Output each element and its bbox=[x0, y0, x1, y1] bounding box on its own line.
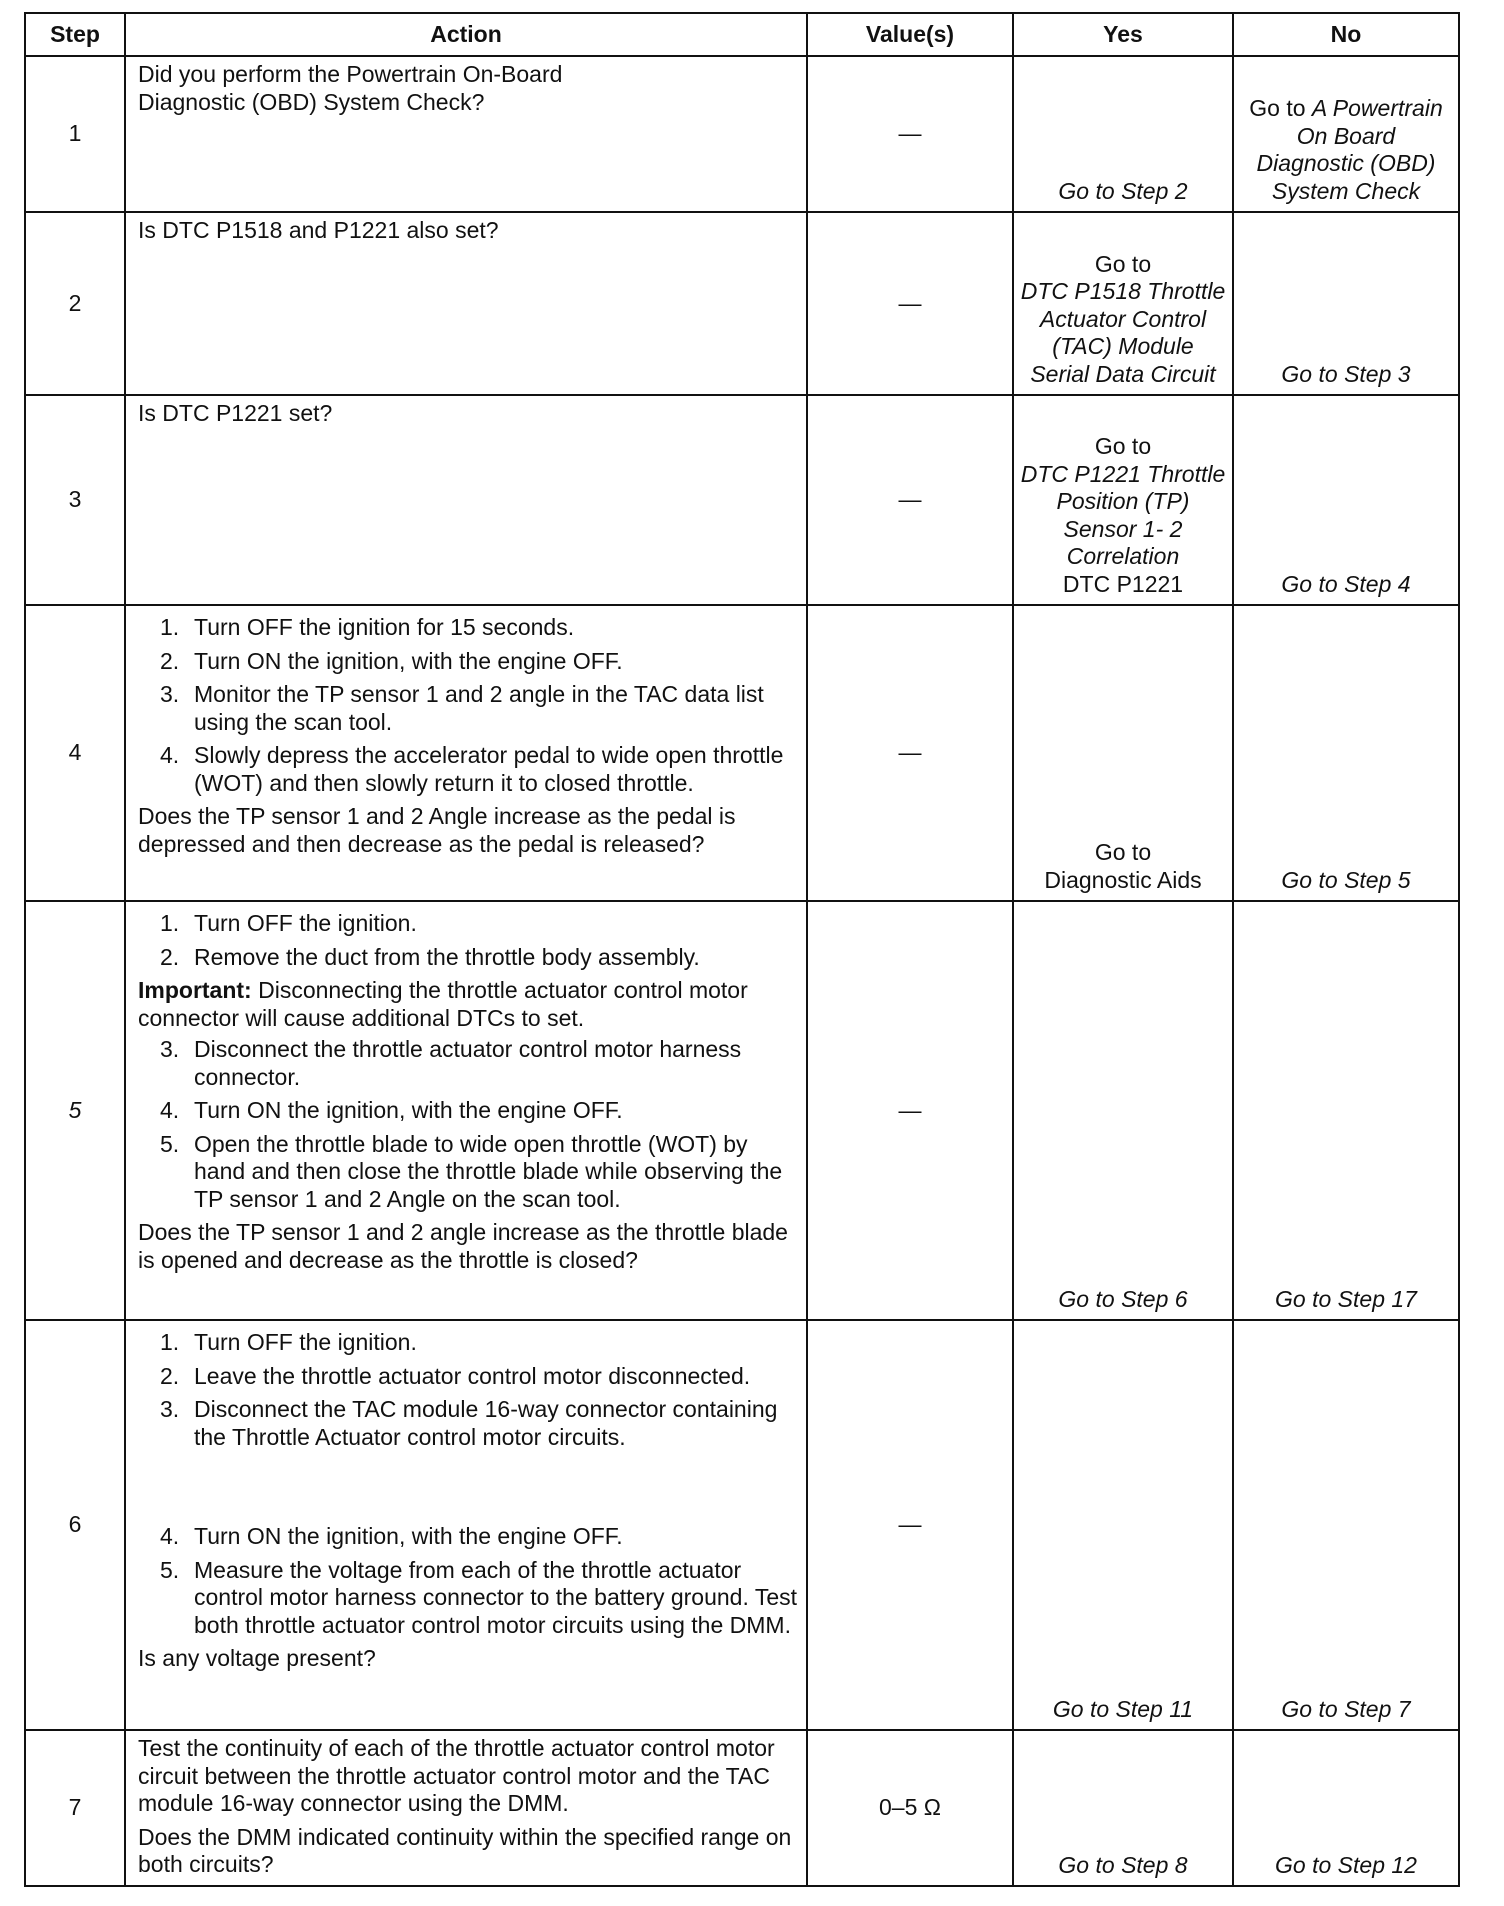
header-action: Action bbox=[125, 13, 807, 56]
question-text: Does the DMM indicated continuity within the specified range on both circuits? bbox=[138, 1823, 792, 1877]
procedure-step-text: Measure the voltage from each of the throttle actuator control motor harness connector to the battery ground. Test both throttle actuator control motor circuits using the DMM. bbox=[194, 1556, 798, 1638]
header-no: No bbox=[1233, 13, 1459, 56]
procedure-step-text: Monitor the TP sensor 1 and 2 angle in the TAC data list using the scan tool. bbox=[194, 681, 764, 735]
procedure-step-text: Remove the duct from the throttle body assembly. bbox=[194, 943, 700, 970]
yes-reference: Diagnostic Aids bbox=[1044, 866, 1202, 893]
procedure-step-text: Disconnect the throttle actuator control motor harness connector. bbox=[194, 1036, 742, 1090]
table-row bbox=[25, 56, 1459, 212]
procedure-step-text: Turn ON the ignition, with the engine OFF. bbox=[194, 1523, 623, 1549]
procedure-step-text: Leave the throttle actuator control motor disconnected. bbox=[194, 1362, 751, 1389]
procedure-step-text: Turn OFF the ignition. bbox=[194, 1329, 417, 1355]
question-line: Did you perform the Powertrain On-Board bbox=[138, 61, 563, 87]
value-cell: — bbox=[807, 56, 1013, 212]
procedure-step: 4. Slowly depress the accelerator pedal to wide open throttle (WOT) and then slowly return it to closed throttle. bbox=[160, 742, 784, 796]
yes-prefix: Go to bbox=[1094, 250, 1152, 277]
procedure-step: 4. Turn ON the ignition, with the engine OFF. bbox=[160, 1097, 623, 1123]
question-text: Is any voltage present? bbox=[138, 1645, 376, 1671]
value-cell: — bbox=[807, 901, 1013, 1320]
no-cell: Go to Step 12 bbox=[1233, 1730, 1459, 1886]
procedure-step: 2. Leave the throttle actuator control motor disconnected. bbox=[160, 1362, 751, 1389]
action-cell bbox=[125, 395, 807, 605]
action-cell bbox=[125, 212, 807, 395]
important-note bbox=[138, 977, 798, 1032]
question-line: Is DTC P1221 set? bbox=[138, 400, 333, 426]
yes-prefix: Go to bbox=[1094, 433, 1152, 459]
action-cell bbox=[125, 605, 807, 901]
yes-prefix: Go to bbox=[1094, 839, 1152, 865]
step-number: 6 bbox=[25, 1320, 125, 1730]
no-prefix: Go to bbox=[1249, 95, 1306, 121]
step-number: 7 bbox=[25, 1730, 125, 1886]
table-row bbox=[25, 395, 1459, 605]
yes-reference: DTC P1518 Throttle Actuator Control (TAC) Module Serial Data Circuit bbox=[1020, 278, 1226, 387]
procedure-step: 5. Measure the voltage from each of the throttle actuator control motor harness connector to the battery ground. Test both throttle actuator control motor circuits using the DMM. bbox=[160, 1556, 798, 1638]
header-step: Step bbox=[25, 13, 125, 56]
question-text: Does the TP sensor 1 and 2 angle increase as the throttle blade is opened and decrease as the throttle is closed? bbox=[138, 1219, 788, 1273]
procedure-step: 2. Remove the duct from the throttle body assembly. bbox=[160, 943, 700, 970]
procedure-step-text: Turn ON the ignition, with the engine OFF. bbox=[194, 1097, 623, 1123]
step-number: 4 bbox=[25, 605, 125, 901]
action-cell bbox=[125, 901, 807, 1320]
procedure-step-text: Disconnect the TAC module 16-way connector containing the Throttle Actuator control motor circuits. bbox=[194, 1396, 778, 1450]
yes-cell: Go to Step 11 bbox=[1013, 1320, 1233, 1730]
procedure-list bbox=[138, 1036, 798, 1213]
value-cell: 0–5 Ω bbox=[807, 1730, 1013, 1886]
instruction-text: Test the continuity of each of the throttle actuator control motor circuit between the throttle actuator control motor and the TAC module 16-way connector using the DMM. bbox=[138, 1735, 775, 1816]
value-cell: — bbox=[807, 1320, 1013, 1730]
no-cell bbox=[1233, 56, 1459, 212]
important-text: Disconnecting the throttle actuator control motor connector will cause additional DTCs to set. bbox=[138, 977, 748, 1031]
procedure-step: 1. Turn OFF the ignition. bbox=[160, 1329, 417, 1355]
procedure-step: 2. Turn ON the ignition, with the engine OFF. bbox=[160, 647, 623, 674]
yes-cell: Go to Step 8 bbox=[1013, 1730, 1233, 1886]
no-cell: Go to Step 17 bbox=[1233, 901, 1459, 1320]
question-text: Does the TP sensor 1 and 2 Angle increase as the pedal is depressed and then decrease as the pedal is released? bbox=[138, 803, 736, 857]
question-line: Diagnostic (OBD) System Check? bbox=[138, 88, 485, 115]
step-number: 1 bbox=[25, 56, 125, 212]
procedure-step: 5. Open the throttle blade to wide open throttle (WOT) by hand and then close the throttle blade while observing the TP sensor 1 and 2 Angle on the scan tool. bbox=[160, 1130, 783, 1212]
table-row bbox=[25, 901, 1459, 1320]
step-number: 2 bbox=[25, 212, 125, 395]
action-cell bbox=[125, 1320, 807, 1730]
header-row bbox=[25, 13, 1459, 56]
no-cell: Go to Step 3 bbox=[1233, 212, 1459, 395]
procedure-step-text: Turn OFF the ignition for 15 seconds. bbox=[194, 614, 575, 640]
yes-cell: Go to Step 2 bbox=[1013, 56, 1233, 212]
yes-cell bbox=[1013, 605, 1233, 901]
no-cell: Go to Step 7 bbox=[1233, 1320, 1459, 1730]
value-cell: — bbox=[807, 395, 1013, 605]
no-reference: A Powertrain On Board Diagnostic (OBD) System Check bbox=[1256, 95, 1443, 204]
diagnostic-table bbox=[24, 12, 1460, 1887]
blank-space bbox=[138, 1457, 798, 1519]
important-label: Important: bbox=[138, 977, 252, 1003]
header-yes: Yes bbox=[1013, 13, 1233, 56]
procedure-list bbox=[138, 614, 798, 797]
action-cell bbox=[125, 56, 807, 212]
procedure-list bbox=[138, 1523, 798, 1639]
value-cell: — bbox=[807, 605, 1013, 901]
header-values: Value(s) bbox=[807, 13, 1013, 56]
action-cell bbox=[125, 1730, 807, 1886]
yes-cell: Go to Step 6 bbox=[1013, 901, 1233, 1320]
yes-reference: DTC P1221 Throttle Position (TP) Sensor 1- 2 Correlation bbox=[1020, 460, 1226, 569]
procedure-step-text: Open the throttle blade to wide open throttle (WOT) by hand and then close the throttle blade while observing the TP sensor 1 and 2 Angle on the scan tool. bbox=[194, 1130, 783, 1212]
table-row bbox=[25, 1730, 1459, 1886]
no-cell: Go to Step 5 bbox=[1233, 605, 1459, 901]
procedure-step: 3. Disconnect the TAC module 16-way connector containing the Throttle Actuator control motor circuits. bbox=[160, 1396, 778, 1450]
procedure-step: 3. Disconnect the throttle actuator control motor harness connector. bbox=[160, 1036, 742, 1090]
no-cell: Go to Step 4 bbox=[1233, 395, 1459, 605]
question-line: Is DTC P1518 and P1221 also set? bbox=[138, 217, 499, 243]
value-cell: — bbox=[807, 212, 1013, 395]
procedure-step: 3. Monitor the TP sensor 1 and 2 angle in the TAC data list using the scan tool. bbox=[160, 681, 764, 735]
procedure-step-text: Turn ON the ignition, with the engine OFF. bbox=[194, 647, 623, 674]
table-row bbox=[25, 605, 1459, 901]
yes-suffix: DTC P1221 bbox=[1062, 570, 1184, 597]
procedure-step-text: Slowly depress the accelerator pedal to wide open throttle (WOT) and then slowly return it to closed throttle. bbox=[194, 742, 784, 796]
step-number: 3 bbox=[25, 395, 125, 605]
procedure-list bbox=[138, 910, 798, 971]
procedure-step-text: Turn OFF the ignition. bbox=[194, 910, 417, 936]
table-row bbox=[25, 1320, 1459, 1730]
diagnostic-table-sheet bbox=[24, 12, 1458, 1887]
table-row bbox=[25, 212, 1459, 395]
procedure-step: 1. Turn OFF the ignition. bbox=[160, 910, 417, 936]
procedure-list bbox=[138, 1329, 798, 1451]
yes-cell bbox=[1013, 212, 1233, 395]
procedure-step: 4. Turn ON the ignition, with the engine OFF. bbox=[160, 1523, 623, 1549]
procedure-step: 1. Turn OFF the ignition for 15 seconds. bbox=[160, 614, 575, 640]
yes-cell bbox=[1013, 395, 1233, 605]
step-number: 5 bbox=[25, 901, 125, 1320]
